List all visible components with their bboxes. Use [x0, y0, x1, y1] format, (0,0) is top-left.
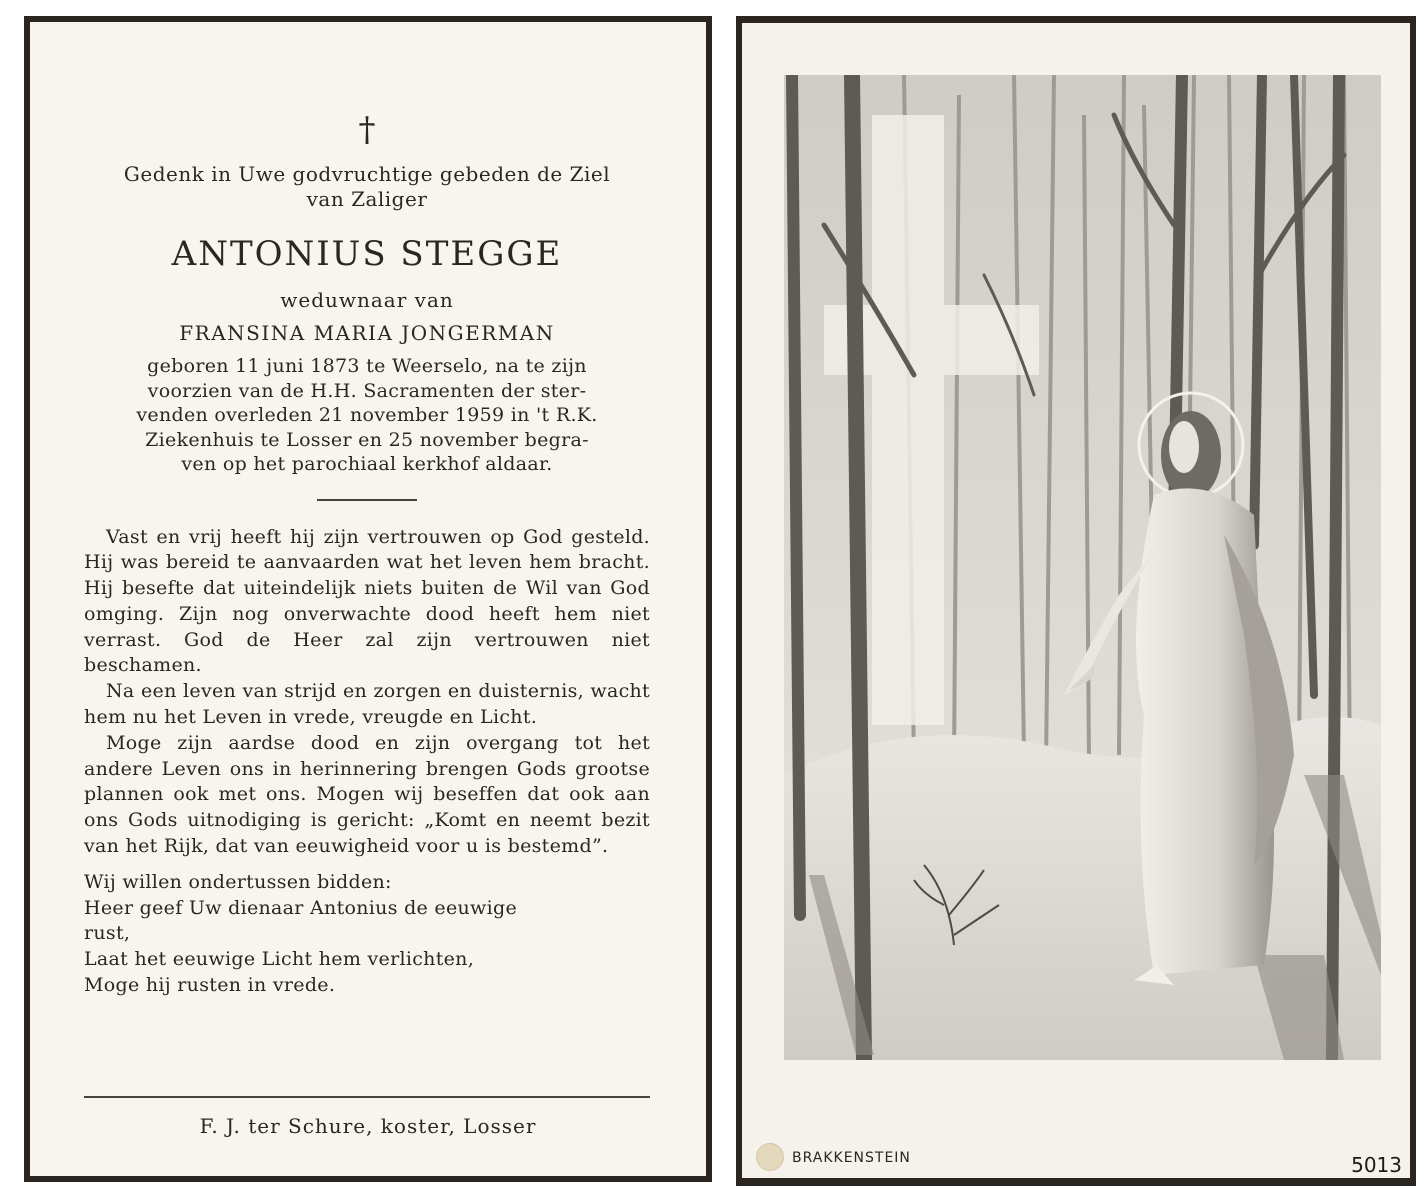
- illustration-svg: [784, 75, 1381, 1060]
- prayer-line: Moge hij rusten in vrede.: [84, 974, 336, 997]
- prayer-line: Wij willen ondertussen bidden:: [84, 870, 392, 893]
- memorial-card-text-side: [24, 16, 712, 1182]
- memorial-card-picture-side: [736, 16, 1416, 1186]
- biography-block: [84, 354, 650, 477]
- prayer-line: Laat het eeuwige Licht hem verlichten,: [84, 948, 475, 971]
- bio-line: voorzien van de H.H. Sacramenten der ster-: [147, 379, 587, 402]
- bio-line: ven op het parochiaal kerkhof aldaar.: [181, 453, 553, 475]
- publisher-logo-icon: [756, 1143, 784, 1171]
- spouse-name: FRANSINA MARIA JONGERMAN: [179, 321, 555, 345]
- card-paper: [30, 22, 706, 1176]
- card-number: 5013: [1351, 1153, 1402, 1177]
- bio-line: geboren 11 juni 1873 te Weerselo, na te zijn: [147, 355, 587, 377]
- prayer-line: Heer geef Uw dienaar Antonius de eeuwige: [84, 896, 518, 919]
- prayer-block: [84, 870, 650, 999]
- bio-line: Ziekenhuis te Losser en 25 november begra-: [145, 428, 589, 451]
- cross-icon: †: [358, 110, 376, 150]
- intro-line-1: Gedenk in Uwe godvruchtige gebeden de Ziel: [123, 162, 611, 186]
- bio-line: venden overleden 21 november 1959 in 't R.K.: [136, 404, 598, 426]
- printer-credit: F. J. ter Schure, koster, Losser: [199, 1114, 537, 1138]
- divider-short: [317, 499, 417, 501]
- intro-line-2: van Zaliger: [306, 187, 428, 211]
- paragraph-trust: Vast en vrij heeft hij zijn vertrouwen op God gesteld. Hij was bereid te aanvaarden wat het leven hem bracht. Hij besefte dat uiteindelijk niets buiten de Wil van God omging. Zijn nog onverwachte dood heeft hem niet verrast. God de Heer zal zijn vertrouwen niet beschamen.: [84, 525, 650, 677]
- paragraph-life: Na een leven van strijd en zorgen en duisternis, wacht hem nu het Leven in vrede, vreugde en Licht.: [84, 680, 650, 729]
- divider-long: [84, 1096, 650, 1098]
- paragraph-passing: Moge zijn aardse dood en zijn overgang tot het andere Leven ons in herinnering brengen Gods grootse plannen ook met ons. Mogen wij beseffen dat ook aan ons Gods uitnodiging is gericht: „Komt en neemt bezit van het Rijk, dat van eeuwigheid voor u is bestemd”.: [84, 731, 650, 858]
- winter-forest-illustration: [784, 75, 1381, 1060]
- relation-line: weduwnaar van: [280, 288, 454, 312]
- deceased-name: ANTONIUS STEGGE: [171, 234, 563, 274]
- publisher-name: BRAKKENSTEIN: [792, 1150, 911, 1166]
- card-paper: [742, 23, 1410, 1178]
- prayer-line: rust,: [84, 922, 131, 945]
